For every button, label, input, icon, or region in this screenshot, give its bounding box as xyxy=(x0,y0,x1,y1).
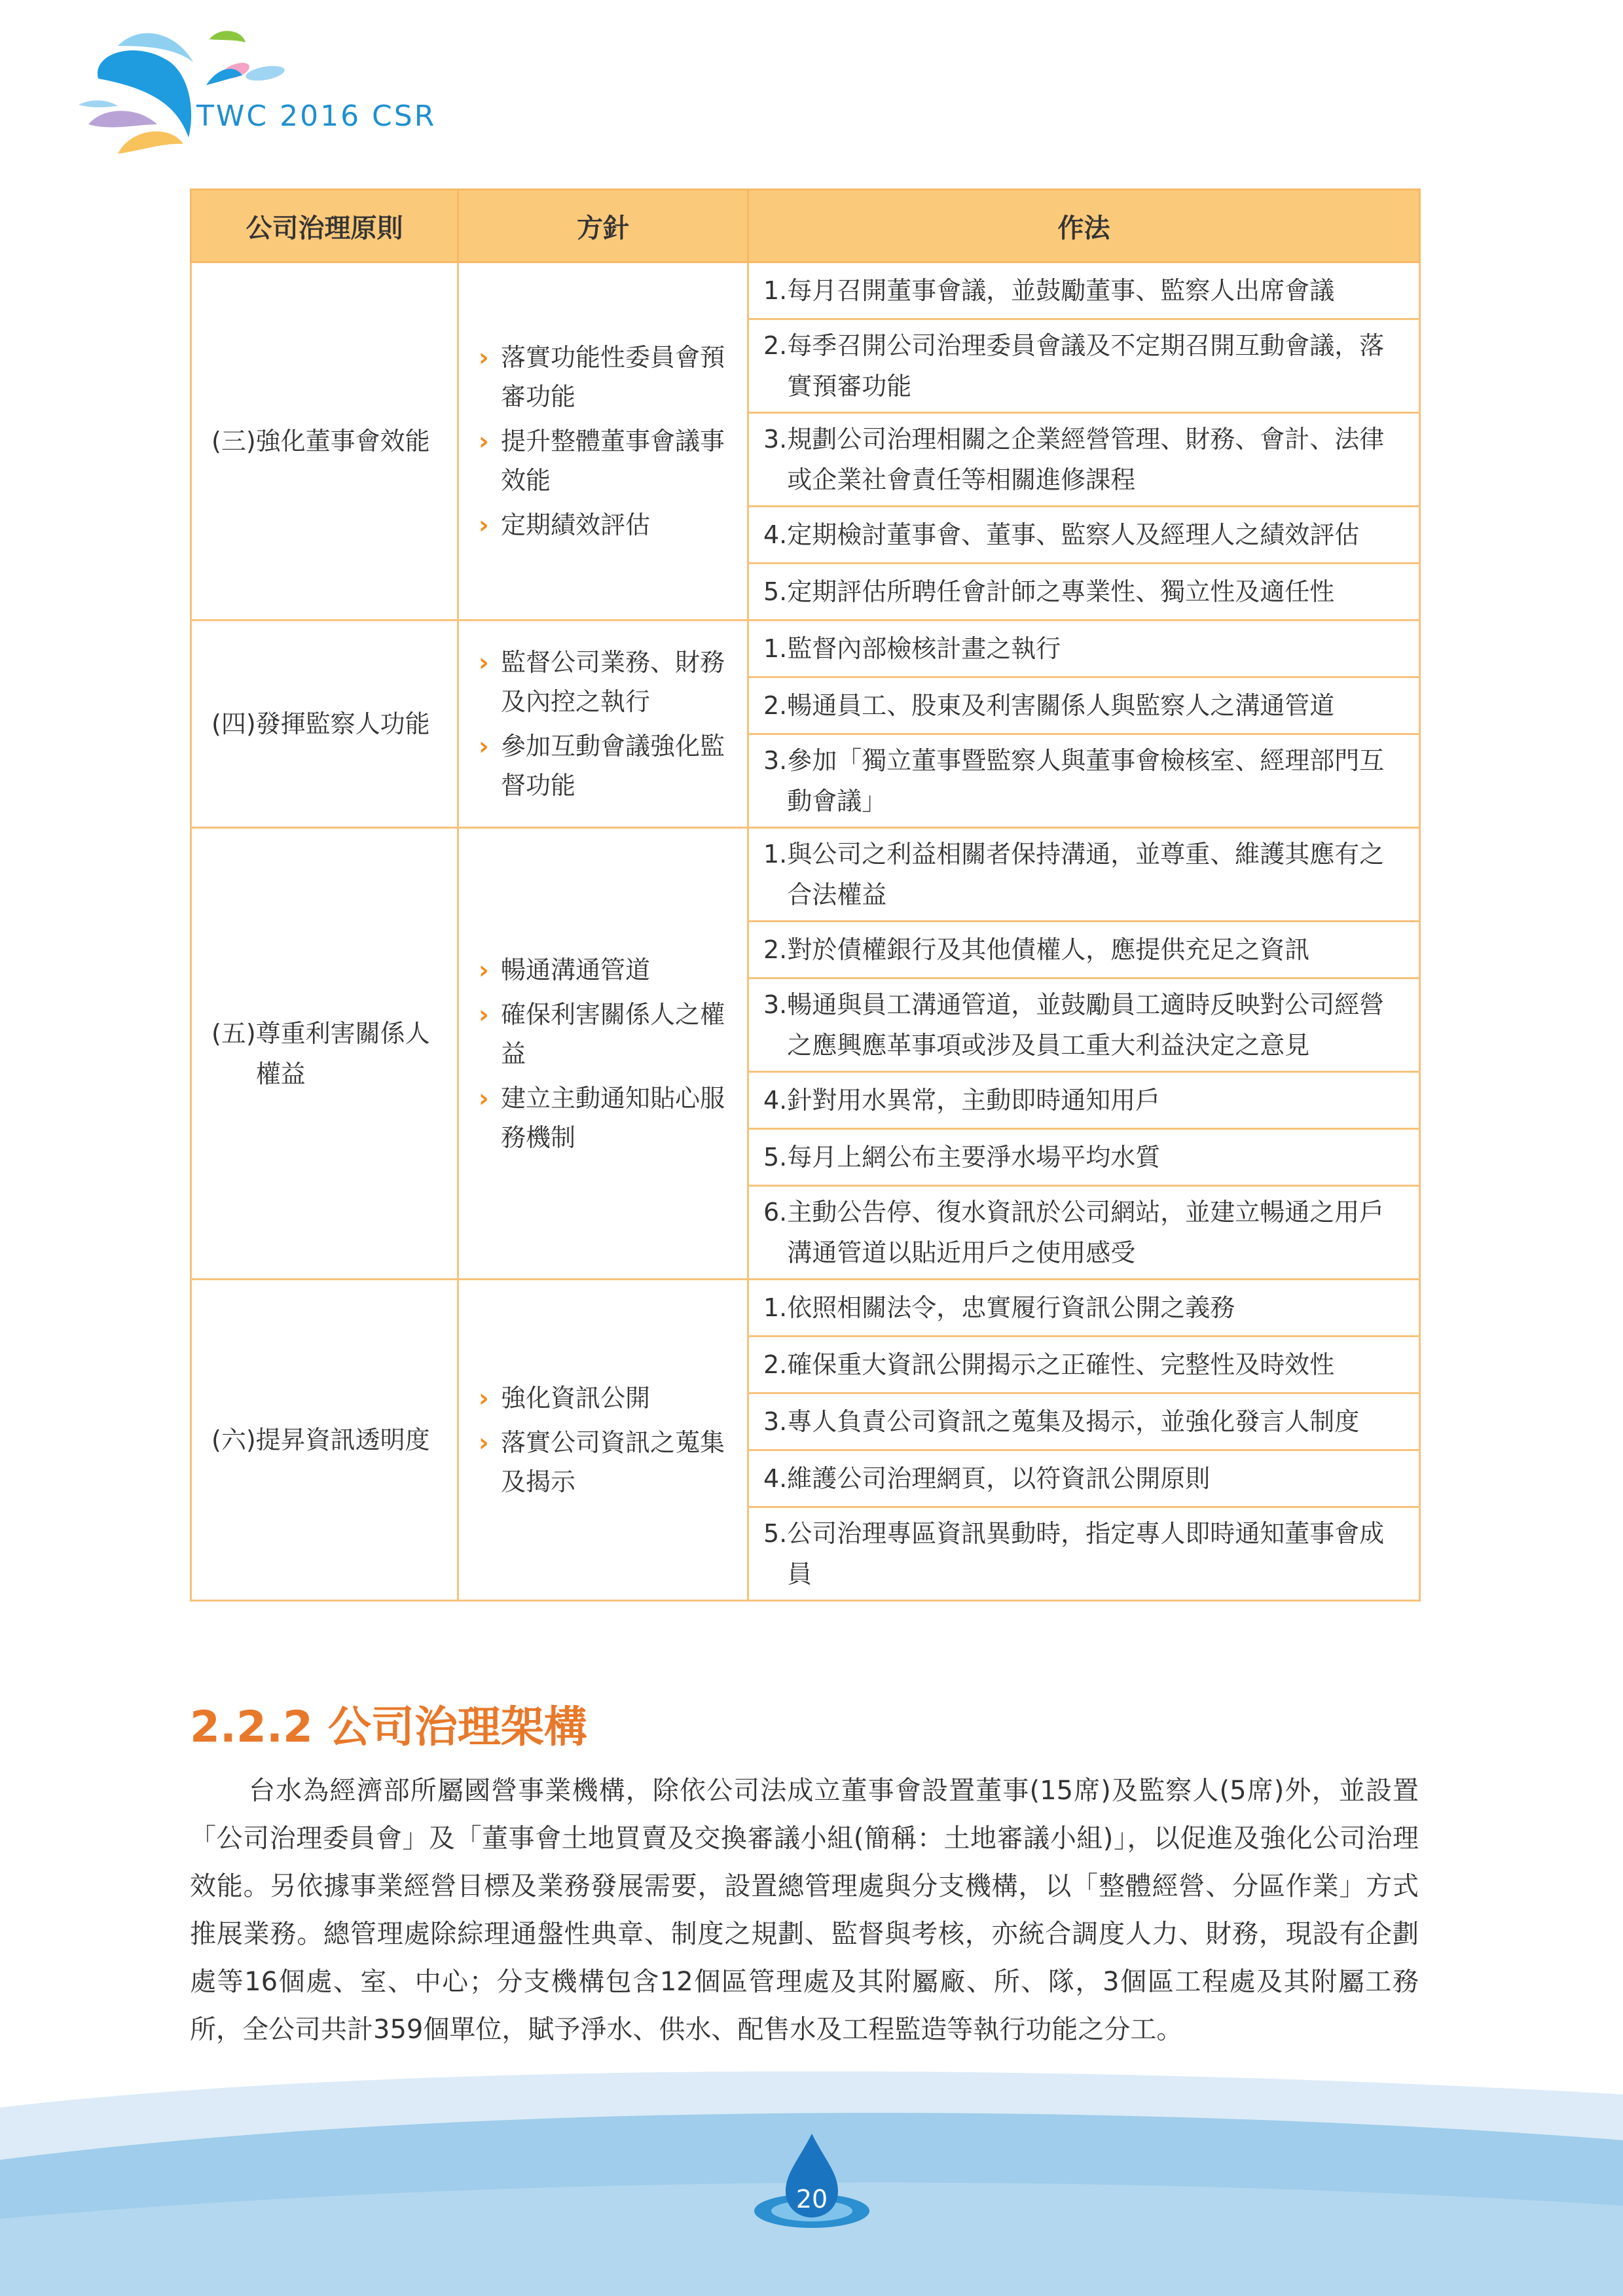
practice-cell xyxy=(748,1072,1420,1129)
practice-cell xyxy=(748,978,1420,1072)
chevron-right-icon: › xyxy=(479,1384,489,1412)
table-row xyxy=(191,1280,1420,1336)
policy-item xyxy=(479,995,735,1073)
practice-cell xyxy=(748,1507,1420,1601)
practice-text: 主動公告停、復水資訊於公司網站，並建立暢通之用戶溝通管道以貼近用戶之使用感受 xyxy=(787,1198,1385,1267)
practice-text: 對於債權銀行及其他債權人，應提供充足之資訊 xyxy=(787,935,1310,964)
practice-number: 4. xyxy=(763,1464,788,1493)
practice-number: 3. xyxy=(763,1407,788,1436)
chevron-right-icon: › xyxy=(479,427,489,456)
policy-cell xyxy=(458,1280,748,1601)
policy-text: 強化資訊公開 xyxy=(501,1384,651,1412)
policy-text: 參加互動會議強化監督功能 xyxy=(501,732,725,800)
practice-number: 2. xyxy=(763,1350,788,1379)
policy-text: 定期績效評估 xyxy=(501,511,651,539)
practice-cell xyxy=(748,1186,1420,1280)
policy-item xyxy=(479,1423,735,1501)
page-number: 20 xyxy=(795,2185,828,2214)
practice-cell xyxy=(748,319,1420,413)
practice-text: 每月上網公布主要淨水場平均水質 xyxy=(787,1143,1161,1172)
practice-text: 定期檢討董事會、董事、監察人及經理人之績效評估 xyxy=(787,520,1360,549)
practice-text: 針對用水異常，主動即時通知用戶 xyxy=(787,1086,1161,1115)
practice-cell xyxy=(748,507,1420,564)
principle-number: (三) xyxy=(211,427,256,456)
practice-text: 暢通員工、股東及利害關係人與監察人之溝通管道 xyxy=(787,691,1335,720)
principle-number: (五) xyxy=(211,1018,256,1048)
practice-number: 1. xyxy=(763,634,788,663)
principle-cell xyxy=(191,828,458,1280)
practice-cell xyxy=(748,1280,1420,1336)
chevron-right-icon: › xyxy=(479,732,489,761)
policy-text: 落實公司資訊之蒐集及揭示 xyxy=(501,1428,725,1496)
practice-number: 1. xyxy=(763,1293,788,1322)
principle-cell xyxy=(191,262,458,620)
practice-text: 依照相關法令，忠實履行資訊公開之義務 xyxy=(787,1293,1235,1322)
practice-text: 公司治理專區資訊異動時，指定專人即時通知董事會成員 xyxy=(787,1519,1385,1588)
policy-item xyxy=(479,726,735,805)
policy-text: 暢通溝通管道 xyxy=(501,955,651,984)
column-header-practice: 作法 xyxy=(748,190,1420,262)
practice-text: 暢通與員工溝通管道，並鼓勵員工適時反映對公司經營之應興應革事項或涉及員工重大利益決定之意見 xyxy=(787,990,1385,1060)
splash-logo-icon xyxy=(79,26,445,170)
principle-text: 尊重利害關係人權益 xyxy=(255,1018,430,1088)
policy-text: 監督公司業務、財務及內控之執行 xyxy=(501,648,725,716)
column-header-principle: 公司治理原則 xyxy=(191,190,458,262)
practice-number: 2. xyxy=(763,691,788,720)
governance-table xyxy=(190,188,1421,1602)
chevron-right-icon: › xyxy=(479,1428,489,1457)
practice-cell xyxy=(748,922,1420,978)
policy-text: 提升整體董事會議事效能 xyxy=(501,427,725,495)
policy-text: 建立主動通知貼心服務機制 xyxy=(501,1083,725,1152)
practice-number: 4. xyxy=(763,1086,788,1115)
policy-item xyxy=(479,422,735,500)
practice-text: 維護公司治理網頁，以符資訊公開原則 xyxy=(787,1464,1211,1493)
table-header-row xyxy=(191,190,1420,262)
policy-text: 確保利害關係人之權益 xyxy=(501,999,725,1068)
practice-cell xyxy=(748,1129,1420,1186)
practice-cell xyxy=(748,413,1420,507)
practice-number: 2. xyxy=(763,331,788,360)
practice-text: 參加「獨立董事暨監察人與董事會檢核室、經理部門互動會議」 xyxy=(787,746,1385,816)
practice-number: 1. xyxy=(763,840,788,869)
practice-text: 規劃公司治理相關之企業經營管理、財務、會計、法律或企業社會責任等相關進修課程 xyxy=(787,425,1385,494)
chevron-right-icon: › xyxy=(479,511,489,539)
practice-number: 5. xyxy=(763,577,788,606)
practice-number: 2. xyxy=(763,935,788,964)
table-body xyxy=(191,262,1420,1601)
practice-number: 1. xyxy=(763,276,788,305)
practice-cell xyxy=(748,828,1420,922)
practice-cell xyxy=(748,734,1420,828)
column-header-policy: 方針 xyxy=(458,190,748,262)
principle-number: (四) xyxy=(211,709,256,738)
chevron-right-icon: › xyxy=(479,648,489,677)
policy-item xyxy=(479,643,735,721)
practice-number: 5. xyxy=(763,1519,788,1548)
practice-cell xyxy=(748,1336,1420,1393)
policy-item xyxy=(479,1079,735,1157)
policy-item xyxy=(479,505,735,545)
principle-text: 發揮監察人功能 xyxy=(255,709,430,738)
practice-cell xyxy=(748,262,1420,319)
table-row xyxy=(191,828,1420,922)
principle-number: (六) xyxy=(211,1426,256,1454)
practice-text: 監督內部檢核計畫之執行 xyxy=(787,634,1061,663)
practice-number: 5. xyxy=(763,1143,788,1172)
policy-cell xyxy=(458,262,748,620)
practice-number: 3. xyxy=(763,746,788,775)
principle-text: 提昇資訊透明度 xyxy=(255,1426,430,1454)
practice-cell xyxy=(748,1393,1420,1450)
practice-number: 3. xyxy=(763,990,788,1019)
section-body: 台水為經濟部所屬國營事業機構，除依公司法成立董事會設置董事(15席)及監察人(5席)外，並設置「公司治理委員會」及「董事會土地買賣及交換審議小組(簡稱：土地審議小組)」，以促進及強化公司治理效能。另依據事業經營目標及業務發展需要，設置總管理處與分支機構，以「整體經營、分區作業」方式推展業務。總管理處除綜理通盤性典章、制度之規劃、監督與考核，亦統合調度人力、財務，現設有企劃處等16個處、室、中心；分支機構包含12個區管理處及其附屬廠、所、隊，3個區工程處及其附屬工務所，全公司共計359個單位，賦予淨水、供水、配售水及工程監造等執行功能之分工。 xyxy=(190,1776,1419,2045)
chevron-right-icon: › xyxy=(479,343,489,372)
policy-text: 落實功能性委員會預審功能 xyxy=(501,343,725,411)
logo-text: TWC 2016 CSR xyxy=(196,99,437,133)
table-row xyxy=(191,620,1420,677)
practice-text: 定期評估所聘任會計師之專業性、獨立性及適任性 xyxy=(787,577,1335,606)
practice-number: 4. xyxy=(763,520,788,549)
practice-cell xyxy=(748,677,1420,734)
practice-text: 每月召開董事會議，並鼓勵董事、監察人出席會議 xyxy=(787,276,1335,305)
policy-item xyxy=(479,950,735,990)
section-title: 2.2.2 公司治理架構 xyxy=(190,1702,587,1752)
policy-item xyxy=(479,1378,735,1418)
practice-cell xyxy=(748,620,1420,677)
practice-cell xyxy=(748,564,1420,620)
practice-text: 專人負責公司資訊之蒐集及揭示，並強化發言人制度 xyxy=(787,1407,1360,1436)
practice-cell xyxy=(748,1450,1420,1507)
chevron-right-icon: › xyxy=(479,1083,489,1113)
chevron-right-icon: › xyxy=(479,999,489,1029)
policy-cell xyxy=(458,828,748,1280)
chevron-right-icon: › xyxy=(479,955,489,984)
principle-text: 強化董事會效能 xyxy=(255,427,430,456)
principle-cell xyxy=(191,1280,458,1601)
policy-item xyxy=(479,338,735,416)
water-drop-icon xyxy=(753,2134,871,2232)
practice-number: 3. xyxy=(763,425,788,454)
practice-number: 6. xyxy=(763,1198,788,1227)
practice-text: 確保重大資訊公開揭示之正確性、完整性及時效性 xyxy=(787,1350,1335,1379)
table-row xyxy=(191,262,1420,319)
company-logo xyxy=(79,26,445,170)
policy-cell xyxy=(458,620,748,828)
practice-text: 每季召開公司治理委員會議及不定期召開互動會議，落實預審功能 xyxy=(787,331,1385,401)
principle-cell xyxy=(191,620,458,828)
practice-text: 與公司之利益相關者保持溝通，並尊重、維護其應有之合法權益 xyxy=(787,840,1385,909)
